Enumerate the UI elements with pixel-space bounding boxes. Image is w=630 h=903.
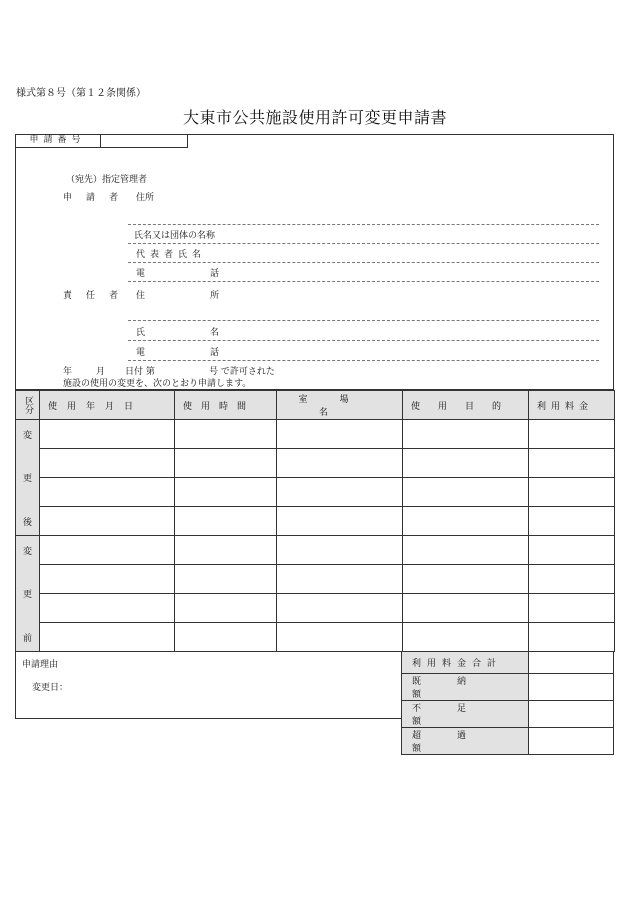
table-cell[interactable] bbox=[277, 623, 403, 652]
page-title: 大東市公共施設使用許可変更申請書 bbox=[182, 108, 447, 127]
table-cell[interactable] bbox=[403, 536, 529, 565]
responsible-phone-label: 電話 bbox=[136, 348, 285, 358]
table-cell[interactable] bbox=[529, 565, 615, 594]
table-cell[interactable] bbox=[175, 507, 277, 536]
fee-summary-table bbox=[401, 651, 614, 755]
permit-day-number: 日付 第 bbox=[125, 367, 155, 377]
fee-excess-label: 超過額 bbox=[412, 731, 503, 754]
table-cell[interactable] bbox=[529, 536, 615, 565]
table-cell[interactable] bbox=[403, 478, 529, 507]
reason-label: 申請理由 bbox=[22, 660, 59, 670]
table-cell[interactable] bbox=[403, 507, 529, 536]
permit-issued: 号 で許可された bbox=[209, 367, 275, 377]
applicant-phone-line[interactable] bbox=[128, 281, 599, 282]
table-cell[interactable] bbox=[40, 478, 175, 507]
request-text: 施設の使用の変更を、次のとおり申請します。 bbox=[63, 379, 252, 389]
table-cell[interactable] bbox=[529, 478, 615, 507]
fee-row-paid bbox=[402, 674, 614, 701]
table-cell[interactable] bbox=[403, 449, 529, 478]
table-cell[interactable] bbox=[40, 420, 175, 449]
table-cell[interactable] bbox=[40, 623, 175, 652]
table-cell[interactable] bbox=[403, 623, 529, 652]
applicant-role-label: 申請者 bbox=[63, 193, 133, 203]
applicant-name-line[interactable] bbox=[128, 243, 599, 244]
fee-row-excess bbox=[402, 728, 614, 755]
fee-paid-value[interactable] bbox=[529, 674, 614, 701]
responsible-name-line[interactable] bbox=[128, 340, 599, 341]
change-date-label: 変更日： bbox=[32, 683, 69, 693]
permit-year: 年 bbox=[63, 367, 73, 377]
col-header-fee: 利用料金 bbox=[529, 391, 615, 420]
representative-label: 代表者氏名 bbox=[136, 250, 207, 260]
applicant-phone-label: 電話 bbox=[136, 269, 285, 279]
table-row bbox=[16, 594, 615, 623]
fee-total-value[interactable] bbox=[529, 652, 614, 674]
table-cell[interactable] bbox=[277, 507, 403, 536]
col-header-time: 使用時間 bbox=[175, 391, 277, 420]
responsible-phone-line[interactable] bbox=[128, 360, 599, 361]
permit-month: 月 bbox=[96, 367, 106, 377]
table-cell[interactable] bbox=[277, 478, 403, 507]
table-cell[interactable] bbox=[529, 507, 615, 536]
table-row bbox=[16, 623, 615, 652]
table-cell[interactable] bbox=[277, 565, 403, 594]
responsible-role-label: 責任者 bbox=[63, 291, 133, 301]
table-cell[interactable] bbox=[403, 420, 529, 449]
table-cell[interactable] bbox=[175, 449, 277, 478]
table-cell[interactable] bbox=[40, 536, 175, 565]
section-header bbox=[16, 391, 40, 420]
table-cell[interactable] bbox=[40, 565, 175, 594]
responsible-name-label: 氏名 bbox=[136, 328, 285, 338]
table-cell[interactable] bbox=[40, 594, 175, 623]
col-header-purpose: 使用目的 bbox=[403, 391, 529, 420]
table-row bbox=[16, 449, 615, 478]
table-cell[interactable] bbox=[277, 420, 403, 449]
reason-box[interactable] bbox=[15, 651, 402, 719]
table-header-row bbox=[16, 391, 615, 420]
applicant-name-label: 氏名又は団体の名称 bbox=[134, 231, 216, 241]
fee-shortage-value[interactable] bbox=[529, 701, 614, 728]
table-row bbox=[16, 420, 615, 449]
fee-total-label: 利用料金合計 bbox=[412, 659, 503, 669]
responsible-address-label: 住所 bbox=[136, 291, 285, 301]
table-row bbox=[16, 536, 615, 565]
fee-row-total bbox=[402, 652, 614, 674]
section-header-text: 区分 bbox=[23, 396, 33, 414]
col-header-room: 室場名 bbox=[277, 391, 403, 420]
table-cell[interactable] bbox=[40, 507, 175, 536]
table-cell[interactable] bbox=[529, 623, 615, 652]
responsible-address-line[interactable] bbox=[128, 320, 599, 321]
table-cell[interactable] bbox=[175, 623, 277, 652]
table-cell[interactable] bbox=[529, 449, 615, 478]
table-cell[interactable] bbox=[403, 565, 529, 594]
before-change-label: 変 更 前 bbox=[16, 536, 40, 652]
table-cell[interactable] bbox=[403, 594, 529, 623]
representative-line[interactable] bbox=[128, 262, 599, 263]
table-cell[interactable] bbox=[40, 449, 175, 478]
table-cell[interactable] bbox=[277, 536, 403, 565]
fee-paid-label: 既納額 bbox=[412, 677, 503, 700]
fee-row-shortage bbox=[402, 701, 614, 728]
application-number-field[interactable] bbox=[101, 134, 188, 148]
table-cell[interactable] bbox=[277, 594, 403, 623]
table-cell[interactable] bbox=[175, 594, 277, 623]
table-cell[interactable] bbox=[175, 478, 277, 507]
table-cell[interactable] bbox=[175, 565, 277, 594]
fee-excess-value[interactable] bbox=[529, 728, 614, 755]
form-number: 様式第８号（第１２条関係） bbox=[16, 88, 146, 99]
application-number-label: 申請番号 bbox=[15, 134, 101, 148]
after-change-label: 変 更 後 bbox=[16, 420, 40, 536]
table-cell[interactable] bbox=[529, 594, 615, 623]
addressee: （宛先）指定管理者 bbox=[66, 175, 148, 185]
col-header-date: 使用年月日 bbox=[40, 391, 175, 420]
applicant-address-line[interactable] bbox=[128, 224, 599, 225]
table-row bbox=[16, 507, 615, 536]
table-cell[interactable] bbox=[175, 536, 277, 565]
table-cell[interactable] bbox=[175, 420, 277, 449]
fee-shortage-label: 不足額 bbox=[412, 704, 503, 727]
applicant-address-text: 住所 bbox=[136, 193, 155, 203]
applicant-address-label bbox=[136, 190, 220, 203]
table-cell[interactable] bbox=[529, 420, 615, 449]
usage-table bbox=[15, 390, 615, 652]
table-cell[interactable] bbox=[277, 449, 403, 478]
table-row bbox=[16, 478, 615, 507]
table-row bbox=[16, 565, 615, 594]
